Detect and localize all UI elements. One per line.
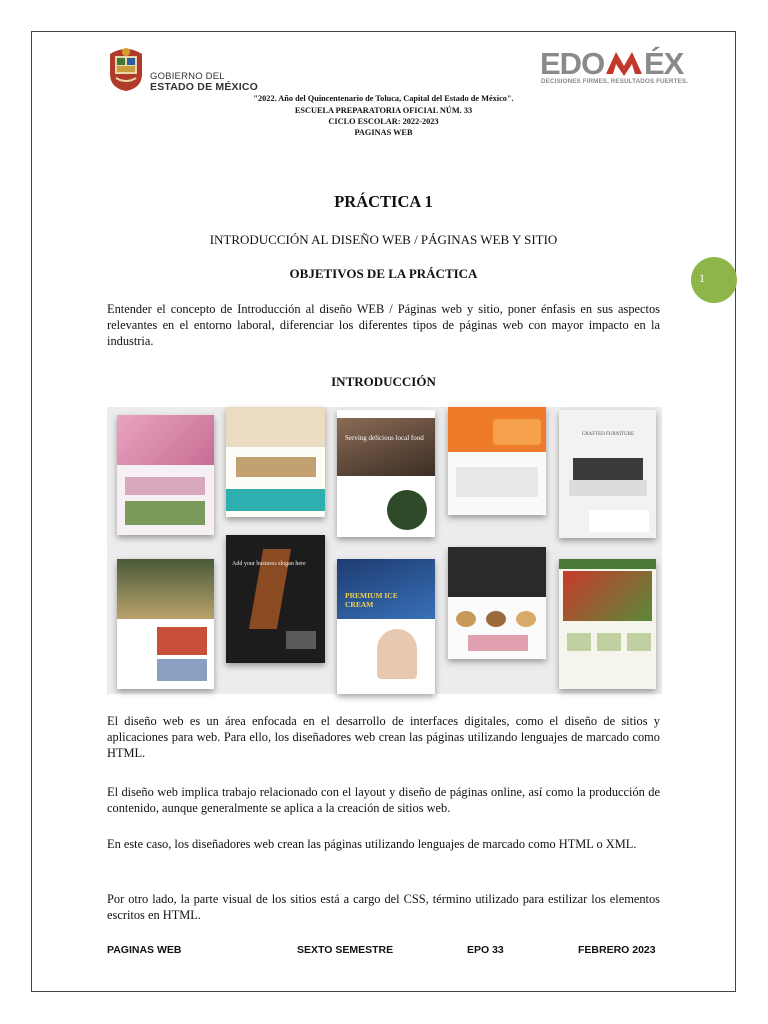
body-paragraph-1: El diseño web es un área enfocada en el desarrollo de interfaces digitales, como el diseño de sitios y aplicaciones para web. Para ello, los diseñadores web crean las páginas utilizando lenguajes de marcado como HTML. xyxy=(107,714,660,760)
page-number-badge xyxy=(691,257,737,303)
website-gallery-image xyxy=(107,407,662,694)
gov-line2: ESTADO DE MÉXICO xyxy=(150,81,259,93)
brand-tagline: DECISIONES FIRMES, RESULTADOS FUERTES. xyxy=(541,78,689,85)
page-number: 1 xyxy=(699,271,705,285)
gov-name xyxy=(150,72,258,92)
gallery-card-7 xyxy=(226,535,325,663)
school-name: ESCUELA PREPARATORIA OFICIAL NÚM. 33 xyxy=(294,106,473,115)
gov-line1: GOBIERNO DEL xyxy=(150,71,225,82)
footer-semester: SEXTO SEMESTRE xyxy=(297,944,394,956)
footer-date: FEBRERO 2023 xyxy=(578,944,656,956)
card-text-1: Serving delicious local food xyxy=(345,434,424,442)
gallery-card-1 xyxy=(117,415,214,535)
practice-title: PRÁCTICA 1 xyxy=(334,192,433,211)
footer-school: EPO 33 xyxy=(467,944,504,956)
gov-seal-icon xyxy=(106,44,146,92)
intro-heading: INTRODUCCIÓN xyxy=(331,374,436,389)
svg-text:EDO: EDO xyxy=(540,46,605,81)
school-cycle: CICLO ESCOLAR: 2022-2023 xyxy=(328,117,439,126)
gallery-card-10 xyxy=(559,559,656,689)
svg-text:ÉX: ÉX xyxy=(644,46,684,81)
footer-subject: PAGINAS WEB xyxy=(107,944,182,956)
gallery-card-3 xyxy=(337,410,435,537)
card-text-2: Add your business slogan here xyxy=(232,561,306,567)
body-paragraph-2b: En este caso, los diseñadores web crean las páginas utilizando lenguajes de marcado como HTML o XML. xyxy=(107,837,637,851)
practice-subtitle: INTRODUCCIÓN AL DISEÑO WEB / PÁGINAS WEB Y SITIO xyxy=(209,232,558,247)
body-paragraph-2a: El diseño web implica trabajo relacionado con el layout y diseño de páginas online, así como la producción de contenido, aunque generalmente se aplica a la creación de sitios web. xyxy=(107,785,660,815)
objectives-heading: OBJETIVOS DE LA PRÁCTICA xyxy=(289,266,478,281)
motto: "2022. Año del Quincentenario de Toluca, Capital del Estado de México". xyxy=(253,94,514,103)
gallery-card-8 xyxy=(337,559,435,694)
subject-name: PAGINAS WEB xyxy=(354,128,413,137)
card-text-4: CRAFTED FURNITURE xyxy=(581,432,635,437)
body-paragraph-3: Por otro lado, la parte visual de los sitios está a cargo del CSS, término utilizado para estilizar los elementos escritos en HTML. xyxy=(107,892,660,922)
card-text-3: PREMIUM ICE CREAM xyxy=(345,591,398,609)
gallery-card-2 xyxy=(226,407,325,517)
gallery-card-9 xyxy=(448,547,546,659)
gallery-card-6 xyxy=(117,559,214,689)
objectives-text: Entender el concepto de Introducción al diseño WEB / Páginas web y sitio, poner énfasis en sus aspectos relevantes en el entorno laboral, diferenciar los diferentes tipos de páginas web con mayor impacto en la industria. xyxy=(107,302,660,348)
gallery-card-5 xyxy=(559,410,656,538)
gallery-card-4 xyxy=(448,407,546,515)
